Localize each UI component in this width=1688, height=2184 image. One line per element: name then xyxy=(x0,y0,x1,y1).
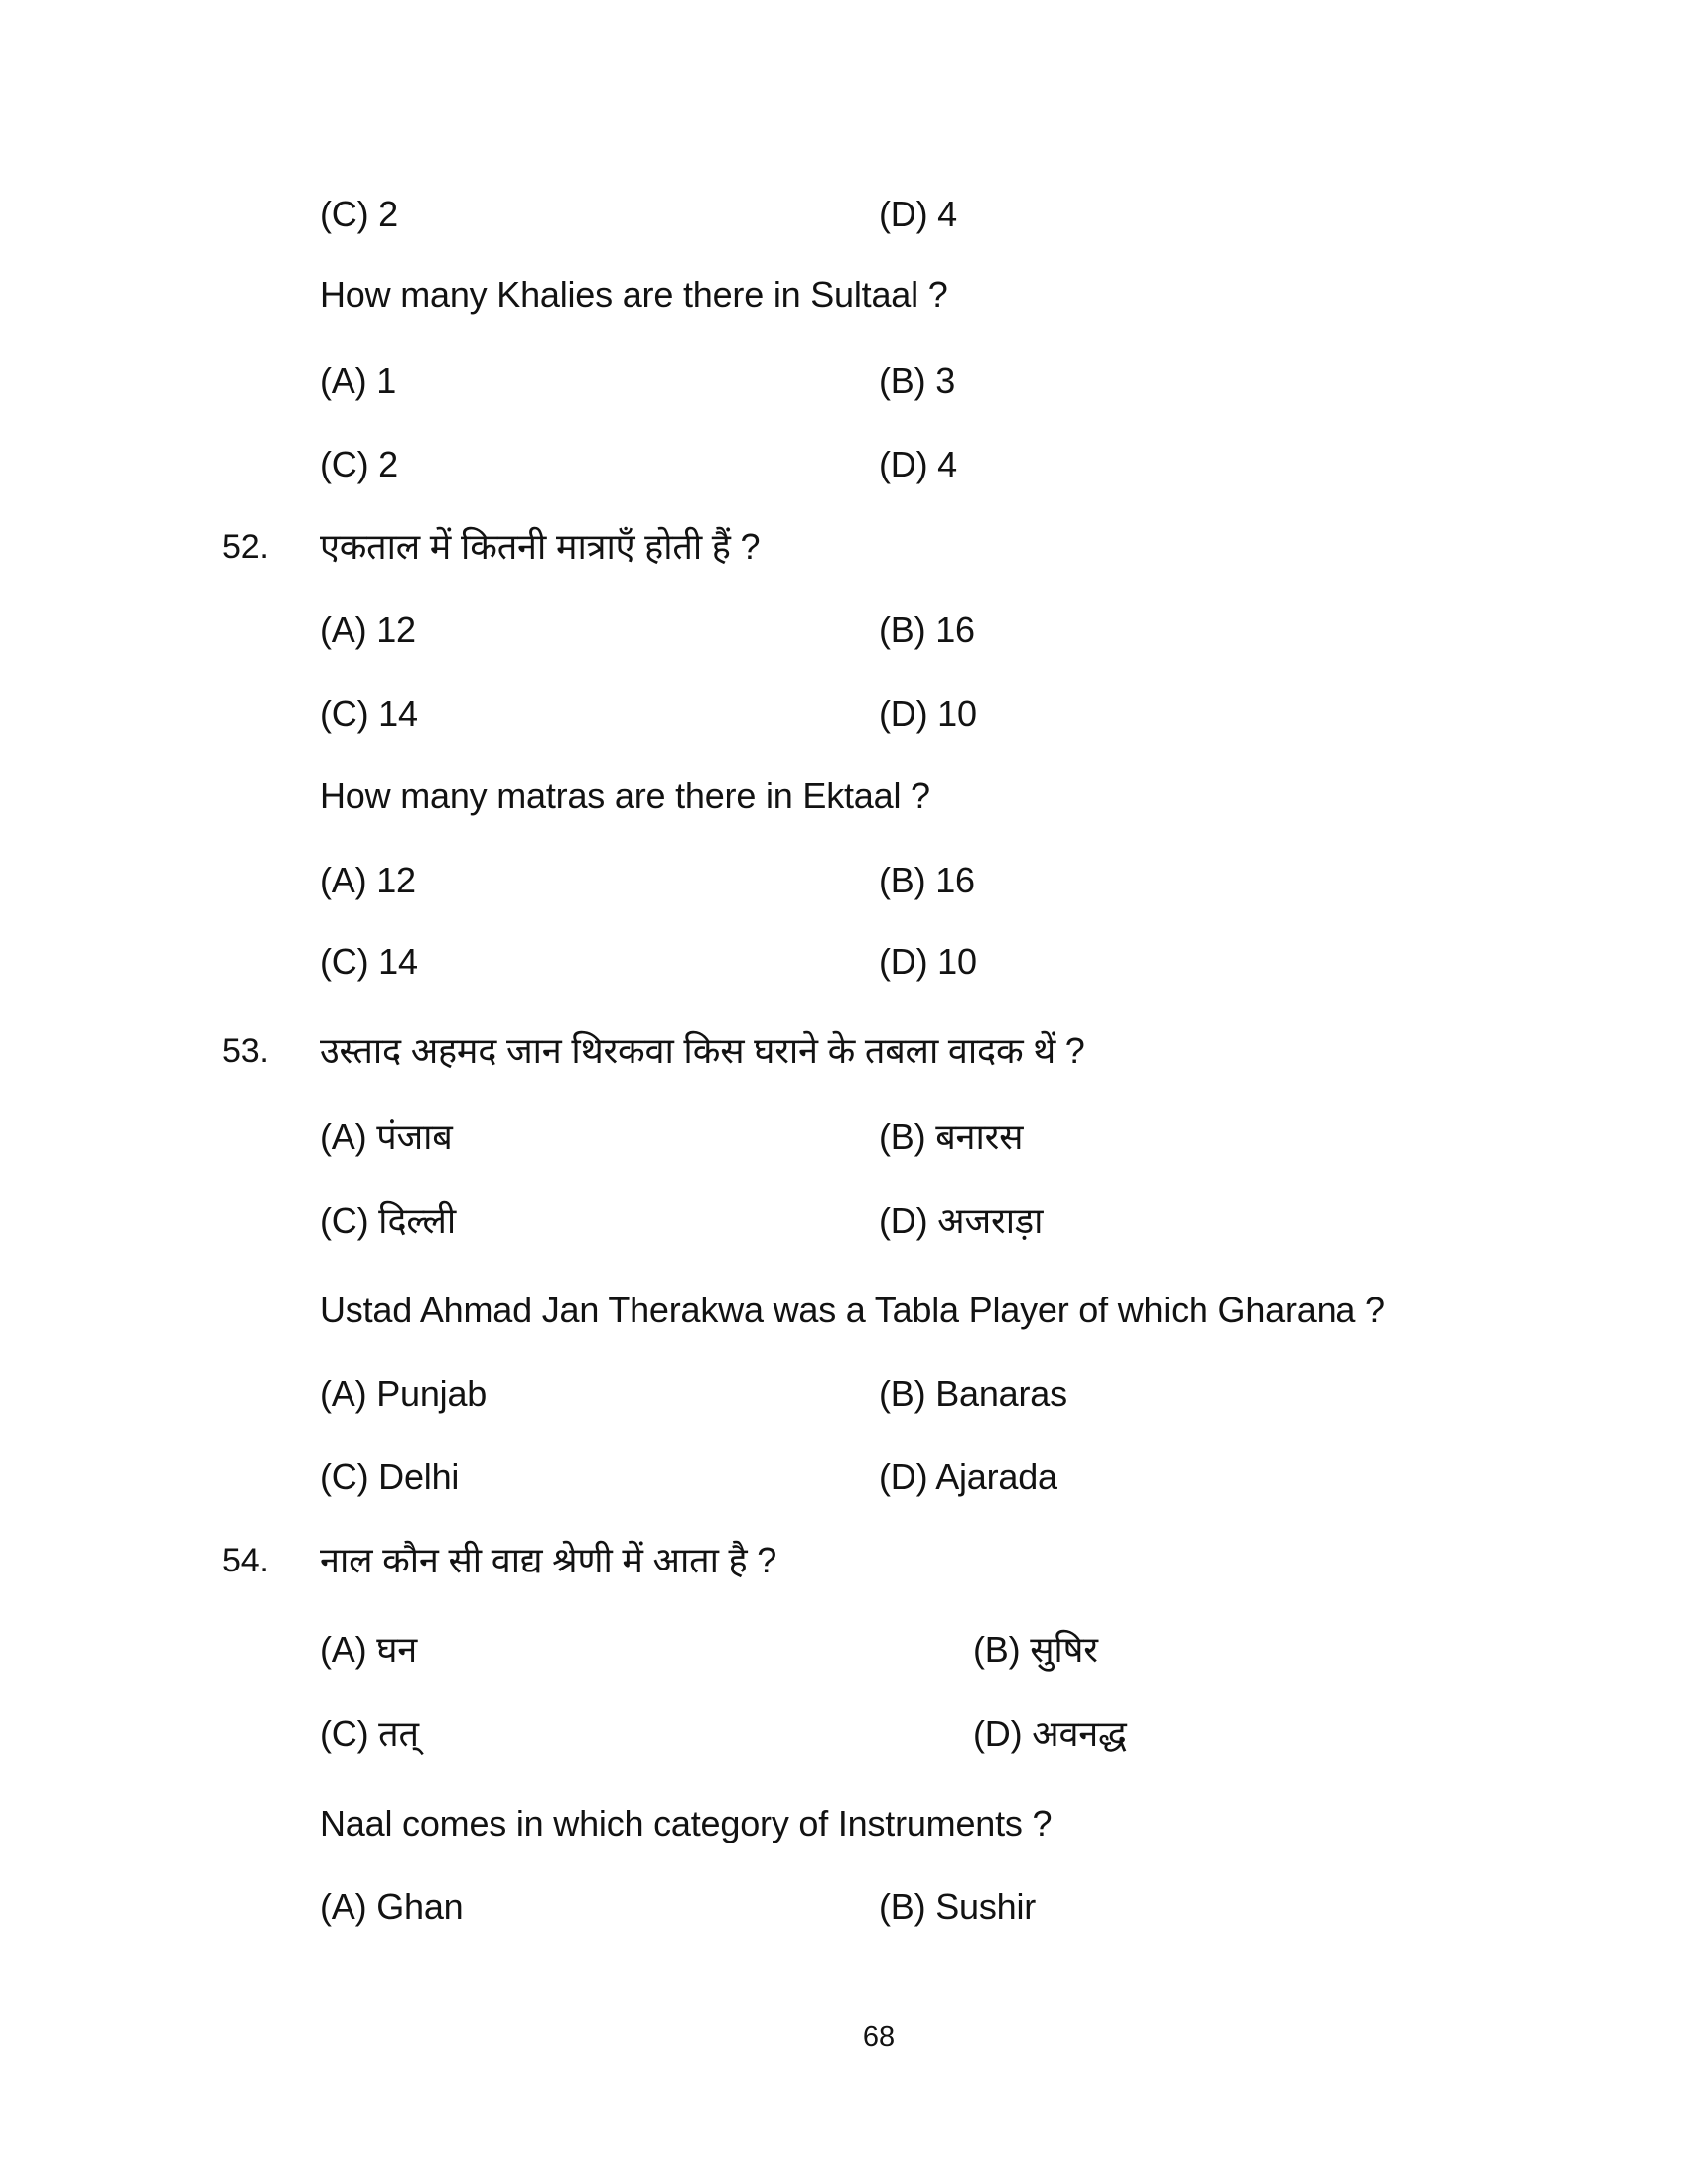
option-c: (C) 14 xyxy=(320,941,418,982)
option-b: (B) Sushir xyxy=(879,1886,1037,1927)
question-number: 53. xyxy=(222,1032,269,1070)
option-d: (D) 10 xyxy=(879,941,977,982)
option-a: (A) Punjab xyxy=(320,1373,488,1414)
answer-options-row xyxy=(0,853,1688,916)
option-d: (D) 4 xyxy=(879,194,957,234)
question-text-english: How many Khalies are there in Sultaal ? xyxy=(320,274,948,315)
option-b: (B) Banaras xyxy=(879,1373,1067,1414)
answer-options-row xyxy=(0,934,1688,998)
option-a: (A) 12 xyxy=(320,610,416,650)
question-text-english: Naal comes in which category of Instruments ? xyxy=(320,1803,1053,1843)
question-row-english xyxy=(0,1796,1688,1859)
option-c: (C) तत् xyxy=(320,1713,419,1754)
option-a: (A) 1 xyxy=(320,360,397,401)
question-row-english xyxy=(0,768,1688,832)
option-c: (C) 14 xyxy=(320,693,418,734)
answer-options-row xyxy=(0,437,1688,500)
answer-options-row xyxy=(0,603,1688,666)
option-c: (C) Delhi xyxy=(320,1456,460,1497)
question-number: 54. xyxy=(222,1542,269,1579)
option-d: (D) 4 xyxy=(879,444,957,484)
option-a: (A) Ghan xyxy=(320,1886,464,1927)
question-text-english: Ustad Ahmad Jan Therakwa was a Tabla Player of which Gharana ? xyxy=(320,1290,1385,1330)
question-row-hindi xyxy=(0,1533,1688,1596)
answer-options-row xyxy=(0,1109,1688,1172)
answer-options-row xyxy=(0,353,1688,417)
answer-options-row xyxy=(0,1449,1688,1513)
answer-options-row xyxy=(0,1193,1688,1257)
answer-options-row xyxy=(0,1706,1688,1770)
answer-options-row xyxy=(0,1366,1688,1430)
question-number: 52. xyxy=(222,528,269,566)
question-text-hindi: उस्ताद अहमद जान थिरकवा किस घराने के तबला वादक थें ? xyxy=(320,1030,1085,1071)
option-b: (B) 16 xyxy=(879,860,975,900)
option-d: (D) अवनद्ध xyxy=(973,1713,1127,1754)
option-a: (A) पंजाब xyxy=(320,1116,453,1157)
question-text-english: How many matras are there in Ektaal ? xyxy=(320,775,930,816)
option-a: (A) घन xyxy=(320,1629,418,1670)
question-row-english xyxy=(0,1283,1688,1346)
option-c: (C) दिल्ली xyxy=(320,1200,456,1241)
option-b: (B) 16 xyxy=(879,610,975,650)
question-text-hindi: एकताल में कितनी मात्राएँ होती हैं ? xyxy=(320,526,761,567)
page-number: 68 xyxy=(862,2021,896,2053)
question-row-hindi xyxy=(0,1024,1688,1087)
option-b: (B) बनारस xyxy=(879,1116,1024,1157)
answer-options-row xyxy=(0,686,1688,750)
option-d: (D) 10 xyxy=(879,693,977,734)
answer-options-row xyxy=(0,1622,1688,1686)
answer-options-row xyxy=(0,187,1688,250)
option-b: (B) सुषिर xyxy=(973,1629,1098,1670)
option-a: (A) 12 xyxy=(320,860,416,900)
question-text-hindi: नाल कौन सी वाद्य श्रेणी में आता है ? xyxy=(320,1540,777,1580)
option-d: (D) अजराड़ा xyxy=(879,1200,1044,1241)
option-c: (C) 2 xyxy=(320,194,398,234)
option-b: (B) 3 xyxy=(879,360,956,401)
question-row-hindi xyxy=(0,519,1688,583)
answer-options-row xyxy=(0,1879,1688,1943)
option-c: (C) 2 xyxy=(320,444,398,484)
option-d: (D) Ajarada xyxy=(879,1456,1057,1497)
question-row-english xyxy=(0,267,1688,331)
